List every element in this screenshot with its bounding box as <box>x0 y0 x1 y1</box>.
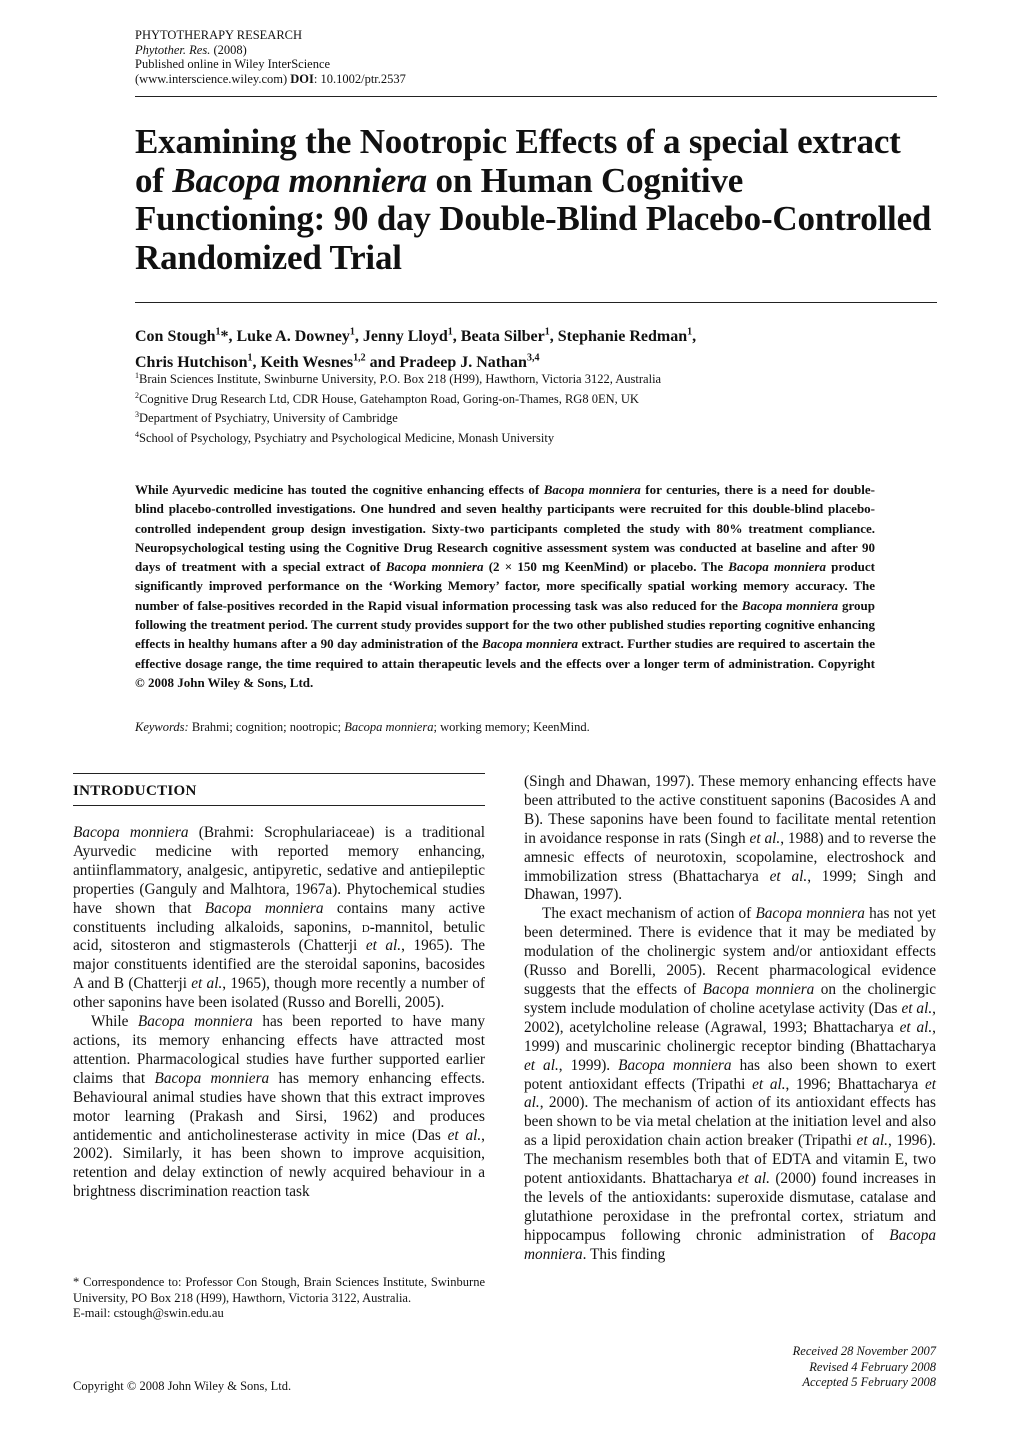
abstract: While Ayurvedic medicine has touted the cognitive enhancing effects of Bacopa monniera for centuries, there is a need for double-blind placebo-controlled investigations. One hundred and seven healthy participants were recruited for this double-blind placebo-controlled independent group design investigation. Sixty-two participants completed the study with 80% treatment compliance. Neuropsychological testing using the Cognitive Drug Research cognitive assessment system was conducted at baseline and after 90 days of treatment with a special extract of Bacopa monniera (2 × 150 mg KeenMind) or placebo. The Bacopa monniera product significantly improved performance on the ‘Working Memory’ factor, more specifically spatial working memory accuracy. The number of false-positives recorded in the Rapid visual information processing task was also reduced for the Bacopa monniera group following the treatment period. The current study provides support for the two other published studies reporting cognitive enhancing effects in healthy humans after a 90 day administration of the Bacopa monniera extract. Further studies are required to ascertain the effective dosage range, the time required to attain therapeutic levels and the effects over a longer term of administration. Copyright © 2008 John Wiley & Sons, Ltd. <box>135 482 876 690</box>
affiliation: $^2$Cognitive Drug Research Ltd, CDR House, Gatehampton Road, Goring-on-Thames, RG8 0EN, UK <box>135 390 639 406</box>
revised-date: Revised 4 February 2008 <box>809 1359 936 1374</box>
copyright: Copyright © 2008 John Wiley & Sons, Ltd. <box>73 1379 292 1393</box>
author: Luke A. Downey$^1$, <box>236 327 363 346</box>
accepted-date: Accepted 5 February 2008 <box>802 1375 936 1389</box>
affiliations <box>135 368 661 447</box>
author: Con Stough$^1$*, <box>135 327 237 346</box>
email[interactable]: E-mail: cstough@swin.edu.au <box>73 1306 224 1320</box>
intro-top-rule <box>73 773 485 774</box>
intro-bottom-rule <box>73 805 485 806</box>
doi-line: (www.interscience.wiley.com) DOI: 10.1002/ptr.2537 <box>135 71 406 86</box>
doi[interactable]: : 10.1002/ptr.2537 <box>313 71 406 86</box>
affiliation: $^4$School of Psychology, Psychiatry and Psychological Medicine, Monash University <box>135 429 555 446</box>
title-divider <box>135 302 937 303</box>
journal-header <box>135 28 406 86</box>
journal-citation: Phytother. Res. (2008) <box>135 42 247 57</box>
paragraph: While Bacopa monniera has been reported to have many actions, its memory enhancing effects have attracted most attention. Pharmacological studies have further supported earlier claims that Bacopa monniera has memory enhancing effects. Behavioural animal studies have shown that this extract improves motor learning (Prakash and Sirsi, 1962) and produces antidementic and anticholinesterase activity in mice (Das et al., 2002). Similarly, it has been shown to improve acquisition, retention and delay extinction of newly acquired behaviour in a brightness discrimination reaction task <box>73 1013 486 1201</box>
affiliation: $^3$Department of Psychiatry, University of Cambridge <box>135 410 398 426</box>
submission-dates <box>793 1344 936 1391</box>
author-list <box>135 322 935 373</box>
author: Jenny Lloyd$^1$, <box>362 327 461 346</box>
header-divider <box>135 96 937 97</box>
author: Pradeep J. Nathan$^{3,4}$ <box>399 352 540 371</box>
right-column <box>524 773 936 1265</box>
left-column <box>73 824 485 1202</box>
published-note: Published online in Wiley InterScience <box>135 57 331 71</box>
keywords-label: Keywords: <box>135 720 189 734</box>
journal-name: PHYTOTHERAPY RESEARCH <box>135 28 303 42</box>
paper-title: Examining the Nootropic Effects of a special extract of Bacopa monniera on Human Cognitive Functioning: 90 day Double-Blind Placebo-Controlled Randomized Trial <box>135 122 932 277</box>
keywords: Keywords: Brahmi; cognition; nootropic; Bacopa monniera; working memory; KeenMind. <box>135 720 590 734</box>
author: Beata Silber$^1$, <box>460 327 558 346</box>
author: Keith Wesnes$^{1,2}$ and <box>260 352 400 371</box>
received-date: Received 28 November 2007 <box>792 1344 936 1358</box>
author: Stephanie Redman$^1$, <box>557 327 697 346</box>
affiliation: $^1$Brain Sciences Institute, Swinburne University, P.O. Box 218 (H99), Hawthorn, Victoria 3122, Australia <box>135 371 662 387</box>
paragraph: (Singh and Dhawan, 1997). These memory enhancing effects have been attributed to the active constituent saponins (Bacosides A and B). These saponins have been found to facilitate mental retention in avoidance response in rats (Singh et al., 1988) and to reverse the amnesic effects of neurotoxin, scopolamine, electroshock and immobilization stress (Bhattacharya et al., 1999; Singh and Dhawan, 1997). <box>524 773 937 904</box>
journal-url[interactable]: (www.interscience.wiley.com) <box>135 71 288 86</box>
section-heading-introduction: INTRODUCTION <box>73 783 197 799</box>
paragraph: The exact mechanism of action of Bacopa monniera has not yet been determined. There is evidence that it may be mediated by modulation of the cholinergic system and/or antioxidant effects (Russo and Borelli, 2005). Recent pharmacological evidence suggests that the effects of Bacopa monniera on the cholinergic system include modulation of choline acetylase activity (Das et al., 2002), acetylcholine release (Agrawal, 1993; Bhattacharya et al., 1999) and muscarinic cholinergic receptor binding (Bhattacharya et al., 1999). Bacopa monniera has also been shown to exert potent antioxidant effects (Tripathi et al., 1996; Bhattacharya et al., 2000). The mechanism of action of its antioxidant effects has been shown to be via metal chelation at the initiation level and also as a lipid peroxidation chain action breaker (Tripathi et al., 1996). The mechanism resembles both that of EDTA and vitamin E, two potent antioxidants. Bhattacharya et al. (2000) found increases in the levels of the antioxidants: superoxide dismutase, catalase and glutathione peroxidase in the prefrontal cortex, striatum and hippocampus following chronic administration of Bacopa monniera. This finding <box>524 905 937 1263</box>
paragraph: Bacopa monniera (Brahmi: Scrophulariaceae) is a traditional Ayurvedic medicine with reported memory enhancing, antiinflammatory, analgesic, antipyretic, sedative and antiepileptic properties (Ganguly and Malhtora, 1967a). Phytochemical studies have shown that Bacopa monniera contains many active constituents including alkaloids, saponins, d-mannitol, betulic acid, sitosteron and stigmasterols (Chatterji et al., 1965). The major constituents identified are the steroidal saponins, bacosides A and B (Chatterji et al., 1965), though more recently a number of other saponins have been isolated (Russo and Borelli, 2005). <box>73 824 486 1012</box>
correspondence-footnote: * Correspondence to: Professor Con Stough, Brain Sciences Institute, Swinburne University, PO Box 218 (H99), Hawthorn, Victoria 3122, Australia. E-mail: cstough@swin.edu.au <box>73 1275 485 1320</box>
author: Chris Hutchison$^1$, <box>135 352 261 371</box>
